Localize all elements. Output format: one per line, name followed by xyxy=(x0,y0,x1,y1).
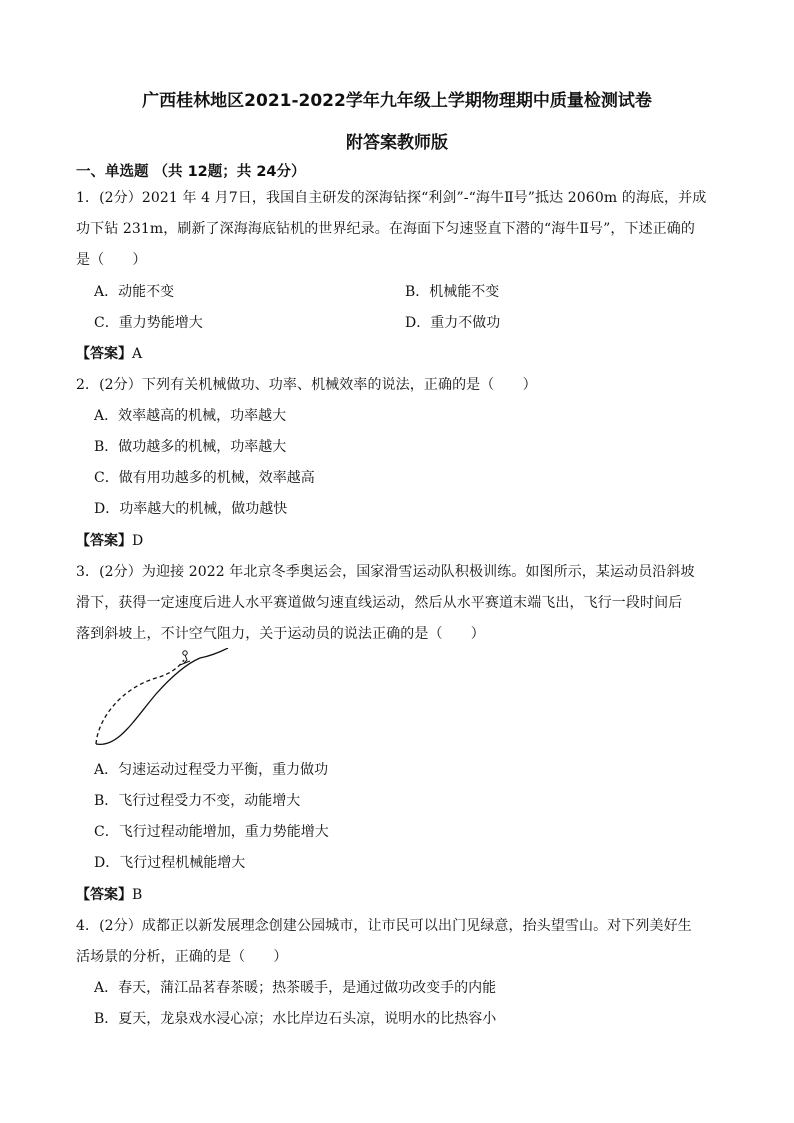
option-a: A．效率越高的机械，功率越大 xyxy=(94,408,287,424)
document-subtitle: 附答案教师版 xyxy=(346,133,448,153)
question-text: 是（ ） xyxy=(76,252,147,268)
question-text: 落到斜坡上，不计空气阻力，关于运动员的说法正确的是（ ） xyxy=(76,626,485,642)
answer-label: 【答案】 xyxy=(76,887,132,903)
answer-value: B xyxy=(132,887,143,903)
skier-icon xyxy=(180,651,190,665)
option-a: A．动能不变 xyxy=(94,284,175,300)
answer-line xyxy=(76,884,142,904)
option-d: D．飞行过程机械能增大 xyxy=(94,855,246,871)
option-c: C．做有用功越多的机械，效率越高 xyxy=(94,470,315,486)
option-b: B．飞行过程受力不变，动能增大 xyxy=(94,793,301,809)
question-text: 活场景的分析，正确的是（ ） xyxy=(76,949,288,965)
answer-value: A xyxy=(132,346,143,362)
option-d: D．功率越大的机械，做功越快 xyxy=(94,501,288,517)
option-b: B．机械能不变 xyxy=(405,284,500,300)
option-b: B．做功越多的机械，功率越大 xyxy=(94,439,287,455)
option-d: D．重力不做功 xyxy=(405,315,501,331)
question-text: 2．(2分）下列有关机械做功、功率、机械效率的说法，正确的是（ ） xyxy=(76,377,537,393)
answer-label: 【答案】 xyxy=(76,533,132,549)
question-text: 功下钻 231m，刷新了深海海底钻机的世界纪录。在海面下匀速竖直下潜的“海牛Ⅱ号”，下述正确的 xyxy=(76,221,695,237)
document-title: 广西桂林地区2021-2022学年九年级上学期物理期中质量检测试卷 xyxy=(142,91,652,111)
option-c: C．飞行过程动能增加，重力势能增大 xyxy=(94,824,329,840)
section-heading: 一、单选题 （共 12题；共 24分） xyxy=(76,164,306,180)
answer-line xyxy=(76,343,142,363)
question-text: 滑下，获得一定速度后进人水平赛道做匀速直线运动，然后从水平赛道末端飞出，飞行一段时间后 xyxy=(76,595,683,611)
option-a: A．春天，蒲江品茗春茶暖；热茶暖手，是通过做功改变手的内能 xyxy=(94,980,497,996)
question-text: 3．(2分）为迎接 2022 年北京冬季奥运会，国家滑雪运动队积极训练。如图所示，某运动员沿斜坡 xyxy=(76,564,695,580)
answer-label: 【答案】 xyxy=(76,346,132,362)
answer-value: D xyxy=(132,533,144,549)
answer-line xyxy=(76,530,143,550)
ski-jump-figure xyxy=(86,648,232,750)
option-a: A．匀速运动过程受力平衡，重力做功 xyxy=(94,762,329,778)
flight-trajectory xyxy=(96,660,184,744)
slope-curve xyxy=(96,648,228,744)
question-text: 1．(2分）2021 年 4 月7日，我国自主研发的深海钻探“利剑”-“海牛Ⅱ号”抵达 2060m 的海底，并成 xyxy=(76,190,707,206)
option-c: C．重力势能增大 xyxy=(94,315,203,331)
option-b: B．夏天，龙泉戏水浸心凉；水比岸边石头凉，说明水的比热容小 xyxy=(94,1011,497,1027)
question-text: 4．(2分）成都正以新发展理念创建公园城市，让市民可以出门见绿意，抬头望雪山。对下列美好生 xyxy=(76,918,692,934)
